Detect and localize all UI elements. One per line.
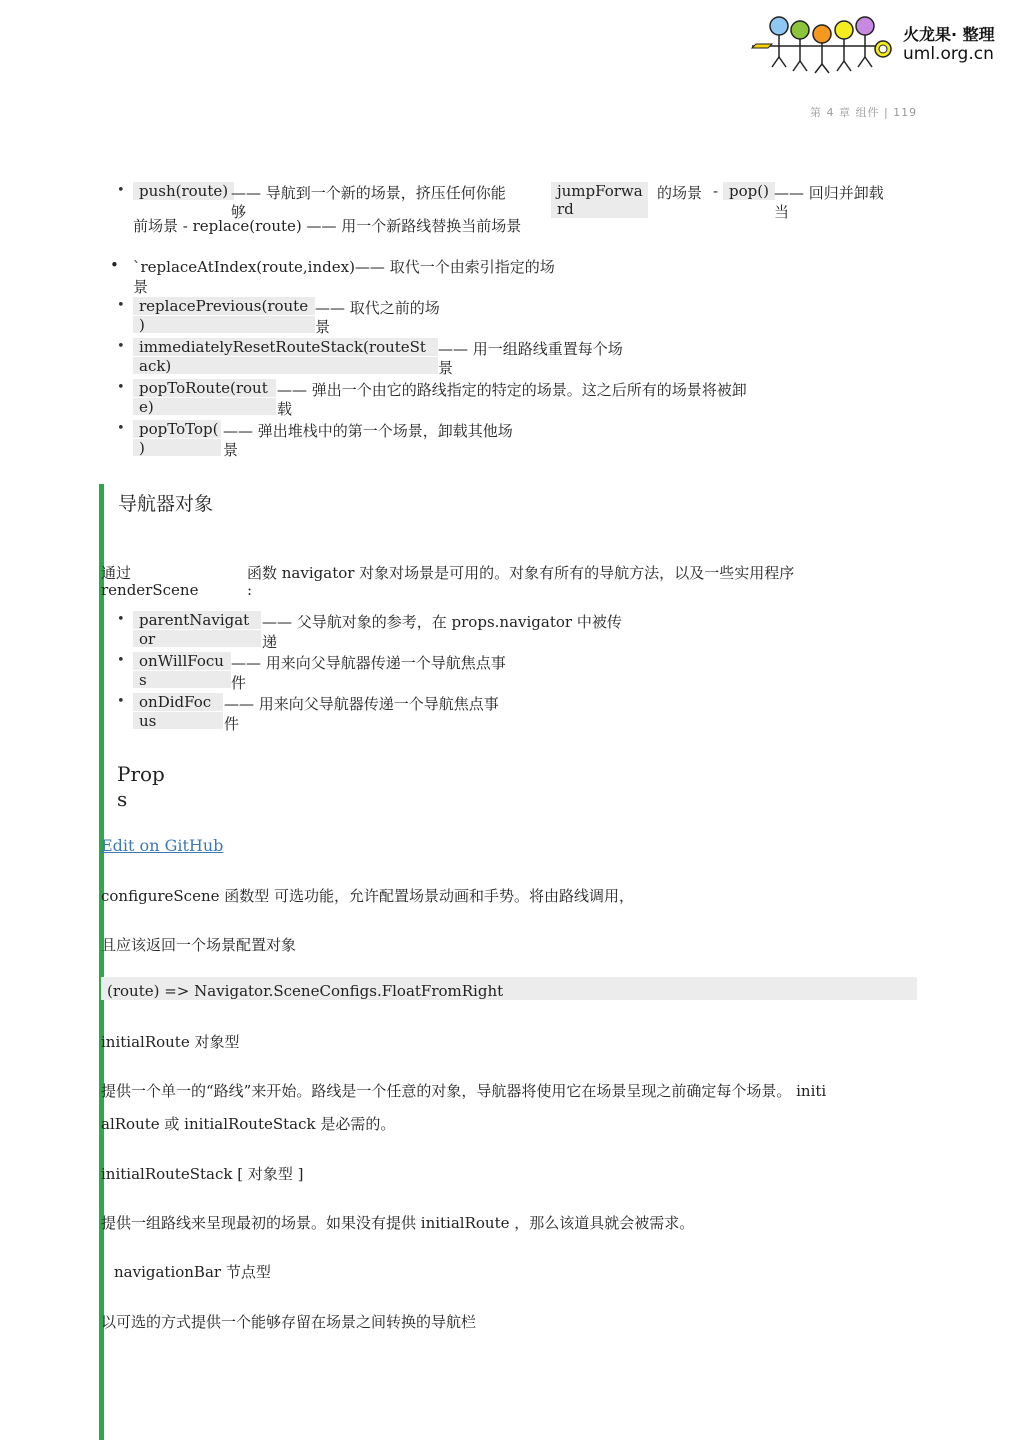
logo	[748, 12, 898, 74]
code-example-block: (route) => Navigator.SceneConfigs.FloatFromRight	[101, 977, 917, 1000]
pop-to-route-desc-wrap: 载	[277, 400, 293, 418]
immediately-reset-desc: —— 用一组路线重置每个场	[438, 340, 623, 358]
configure-scene-desc-2: 且应该返回一个场景配置对象	[101, 936, 297, 954]
code-pop-to-route: popToRoute(rout	[133, 379, 276, 397]
replace-line: 前场景 - replace(route) —— 用一个新路线替换当前场景	[133, 217, 522, 235]
pop-desc: —— 回归并卸载	[774, 184, 884, 202]
code-on-will-focus: onWillFocu	[133, 652, 231, 670]
code-on-will-focus-wrap: s	[133, 671, 231, 688]
bullet: •	[110, 256, 119, 274]
code-replace-previous-wrap: )	[133, 316, 315, 333]
intro-text-renderscene: renderScene	[101, 581, 199, 599]
section-accent-bar	[99, 484, 104, 1440]
code-on-did-focus-wrap: us	[133, 712, 223, 729]
code-immediately-reset-wrap: ack)	[133, 357, 438, 374]
brand-url[interactable]: uml.org.cn	[903, 44, 994, 64]
page-reference: 第 4 章 组件 | 119	[810, 106, 918, 119]
replace-previous-desc: —— 取代之前的场	[315, 299, 440, 317]
on-will-focus-desc: —— 用来向父导航器传递一个导航焦点事	[231, 654, 506, 672]
intro-text-b: 函数 navigator 对象对场景是可用的。对象有所有的导航方法，以及一些实用程序	[247, 564, 795, 582]
section-heading-props-wrap: s	[117, 787, 128, 811]
logo-figures-icon	[748, 12, 898, 74]
pop-to-top-desc-wrap: 景	[223, 441, 239, 459]
intro-text-b-wrap: :	[247, 581, 253, 599]
pop-to-top-desc: —— 弹出堆栈中的第一个场景，卸载其他场	[223, 422, 513, 440]
replace-at-index-text: `replaceAtIndex(route,index)—— 取代一个由索引指定的场	[133, 258, 555, 276]
on-did-focus-desc: —— 用来向父导航器传递一个导航焦点事	[224, 695, 499, 713]
intro-text-a: 通过	[101, 564, 132, 582]
code-pop-to-top: popToTop(	[133, 420, 221, 438]
pop-desc-wrap: 当	[774, 203, 790, 221]
edit-on-github-link[interactable]: Edit on GitHub	[101, 836, 224, 855]
code-push: push(route)	[133, 182, 234, 200]
bullet: •	[117, 380, 125, 395]
bullet: •	[117, 421, 125, 436]
section-heading-props: Prop	[117, 762, 165, 786]
code-pop-to-route-wrap: e)	[133, 398, 276, 415]
on-will-focus-desc-wrap: 件	[231, 674, 247, 692]
bullet: •	[117, 612, 125, 627]
configure-scene-desc: configureScene 函数型 可选功能，允许配置场景动画和手势。将由路线调用，	[101, 887, 635, 905]
code-pop: pop()	[723, 182, 775, 200]
navigation-bar-title: navigationBar 节点型	[114, 1263, 271, 1281]
replace-previous-desc-wrap: 景	[315, 318, 331, 336]
code-parent-navigator: parentNavigat	[133, 611, 261, 629]
initial-route-stack-title: initialRouteStack [ 对象型 ]	[101, 1165, 304, 1183]
replace-at-index-wrap: 景	[133, 278, 149, 296]
code-replace-previous: replacePrevious(route	[133, 297, 315, 315]
navigation-bar-desc: 以可选的方式提供一个能够存留在场景之间转换的导航栏	[101, 1313, 477, 1331]
bullet: •	[117, 298, 125, 313]
section-heading-navigator-object: 导航器对象	[118, 493, 214, 515]
dash: -	[713, 182, 719, 200]
code-on-did-focus: onDidFoc	[133, 693, 223, 711]
code-immediately-reset: immediatelyResetRouteStack(routeSt	[133, 338, 438, 356]
pop-to-route-desc: —— 弹出一个由它的路线指定的特定的场景。这之后所有的场景将被卸	[277, 381, 747, 399]
bullet: •	[117, 653, 125, 668]
initial-route-desc-2: alRoute 或 initialRouteStack 是必需的。	[101, 1115, 396, 1133]
parent-navigator-desc: —— 父导航对象的参考，在 props.navigator 中被传	[262, 613, 622, 631]
initial-route-desc: 提供一个单一的“路线”来开始。路线是一个任意的对象，导航器将使用它在场景呈现之前确定每个场景。 initi	[101, 1082, 827, 1100]
bullet: •	[117, 694, 125, 709]
code-jumpforward-wrap: rd	[551, 200, 648, 218]
initial-route-stack-desc: 提供一组路线来呈现最初的场景。如果没有提供 initialRoute ，那么该道具就会被需求。	[101, 1214, 695, 1232]
push-desc: —— 导航到一个新的场景，挤压任何你能	[231, 184, 506, 202]
on-did-focus-desc-wrap: 件	[224, 715, 240, 733]
code-pop-to-top-wrap: )	[133, 439, 221, 456]
bullet: •	[117, 339, 125, 354]
code-jumpforward: jumpForwa	[551, 182, 648, 200]
brand-name: 火龙果· 整理	[903, 25, 995, 44]
immediately-reset-desc-wrap: 景	[438, 359, 454, 377]
initial-route-title: initialRoute 对象型	[101, 1033, 240, 1051]
bullet: •	[117, 183, 125, 198]
push-desc-wrap: 够	[231, 203, 247, 221]
jump-desc: 的场景	[657, 184, 703, 202]
code-parent-navigator-wrap: or	[133, 630, 261, 647]
parent-navigator-desc-wrap: 递	[262, 633, 278, 651]
